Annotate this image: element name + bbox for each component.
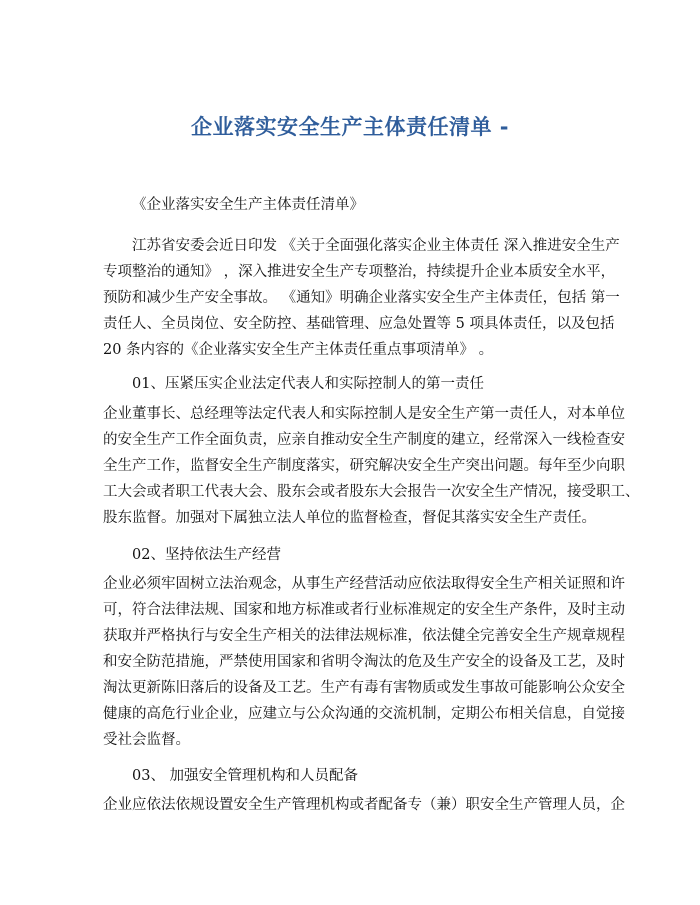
section-heading: 03、 加强安全管理机构和人员配备: [132, 768, 359, 784]
paragraph-line: 企业董事长、总经理等法定代表人和实际控制人是安全生产第一责任人，对本单位: [103, 406, 625, 422]
paragraph-line: 股东监督。加强对下属独立法人单位的监督检查，督促其落实安全生产责任。: [103, 510, 596, 526]
paragraph-line: 企业必须牢固树立法治观念，从事生产经营活动应依法取得安全生产相关证照和许: [103, 576, 625, 592]
paragraph-line: 可，符合法律法规、国家和地方标准或者行业标准规定的安全生产条件，及时主动: [103, 602, 625, 618]
paragraph-line: 的安全生产工作全面负责，应亲自推动安全生产制度的建立，经常深入一线检查安: [103, 432, 625, 448]
paragraph-line: 健康的高危行业企业，应建立与公众沟通的交流机制，定期公布相关信息，自觉接: [103, 706, 625, 722]
paragraph-line: 工大会或者职工代表大会、股东会或者股东大会报告一次安全生产情况，接受职工、: [103, 484, 640, 500]
section-heading: 01、压紧压实企业法定代表人和实际控制人的第一责任: [132, 376, 484, 392]
intro-line: 专项整治的通知》 ，深入推进安全生产专项整治，持续提升企业本质安全水平，: [103, 264, 616, 280]
paragraph-line: 获取并严格执行与安全生产相关的法律法规标准，依法健全完善安全生产规章规程: [103, 628, 625, 644]
paragraph-line: 和安全防范措施，严禁使用国家和省明令淘汰的危及生产安全的设备及工艺，及时: [103, 654, 625, 670]
intro-line: 责任人、全员岗位、安全防控、基础管理、应急处置等 5 项具体责任，以及包括: [103, 316, 615, 332]
document-subtitle: 《企业落实安全生产主体责任清单》: [132, 197, 364, 213]
document-title: 企业落实安全生产主体责任清单 -: [190, 115, 510, 139]
intro-line: 20 条内容的《企业落实安全生产主体责任重点事项清单》 。: [103, 342, 494, 358]
intro-line: 预防和减少生产安全事故。 《通知》明确企业落实安全生产主体责任，包括 第一: [103, 290, 620, 306]
section-heading: 02、坚持依法生产经营: [132, 547, 281, 563]
intro-line: 江苏省安委会近日印发 《关于全面强化落实企业主体责任 深入推进安全生产: [132, 238, 620, 254]
paragraph-line: 全生产工作，监督安全生产制度落实，研究解决安全生产突出问题。每年至少向职: [103, 458, 625, 474]
paragraph-line: 受社会监督。: [103, 732, 190, 748]
paragraph-line: 淘汰更新陈旧落后的设备及工艺。生产有毒有害物质或发生事故可能影响公众安全: [103, 680, 625, 696]
paragraph-line: 企业应依法依规设置安全生产管理机构或者配备专（兼）职安全生产管理人员，企: [103, 797, 625, 813]
